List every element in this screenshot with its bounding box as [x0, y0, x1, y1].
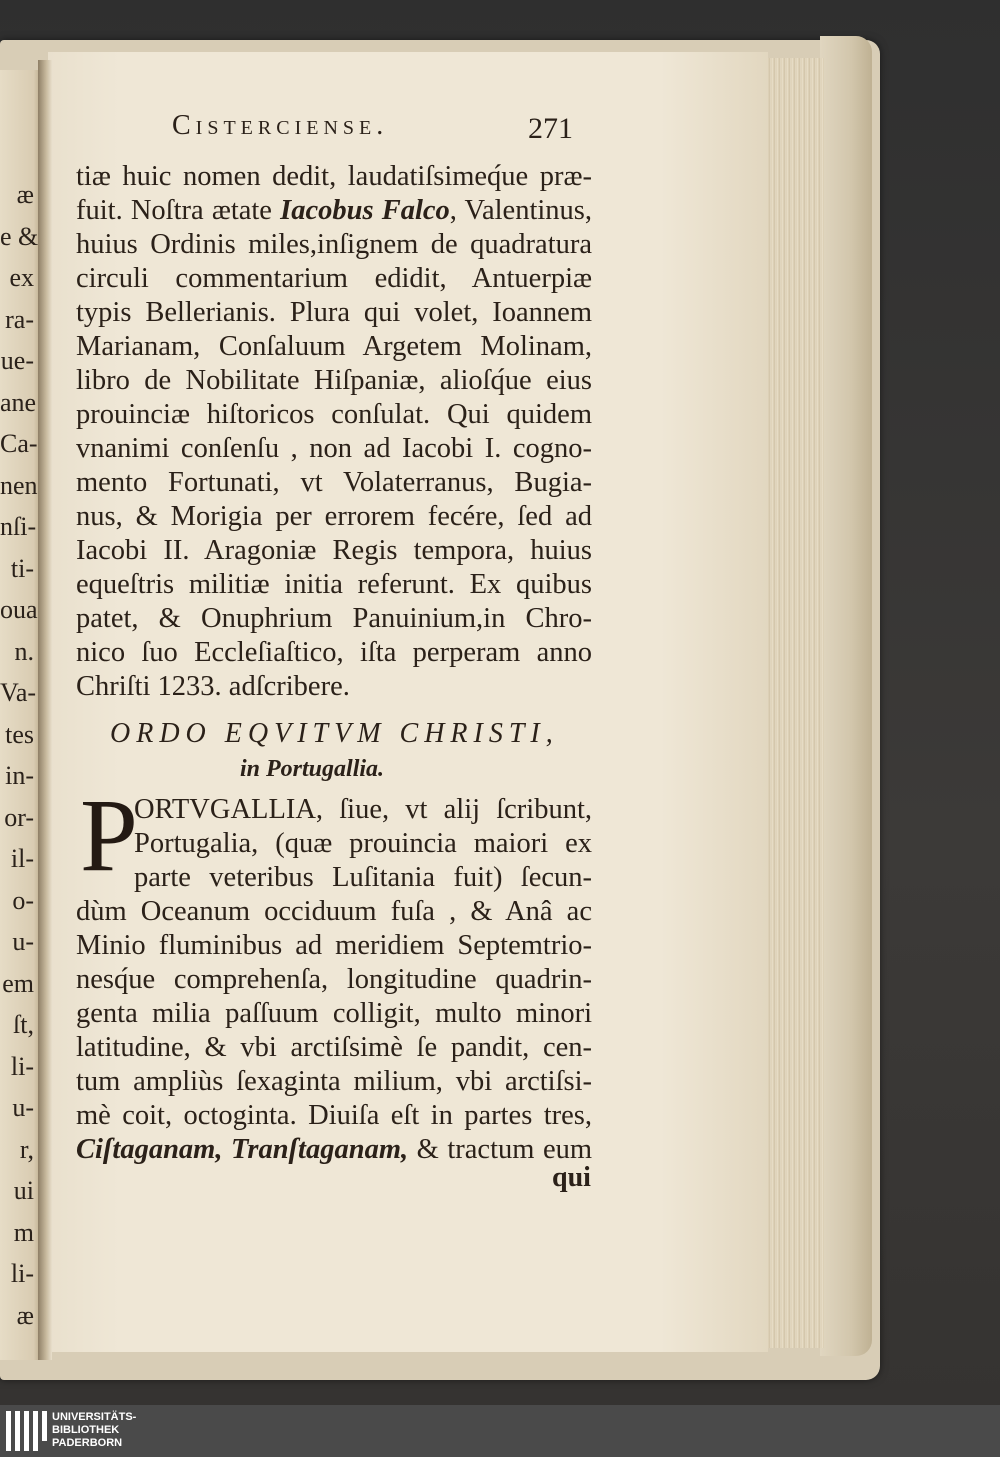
left-page-fragment: nen [0, 470, 38, 500]
library-name [52, 1411, 136, 1450]
text-line: prouinciæ hiſtoricos conſulat. Qui quidem [76, 399, 592, 430]
text-line: Marianam, Conſaluum Argetem Molinam, [76, 331, 592, 362]
left-page-fragment: in- [5, 761, 34, 790]
left-page-fragment: æ [16, 1300, 34, 1330]
text-line: vnanimi conſenſu , non ad Iacobi I. cogno- [76, 433, 592, 464]
section-subheading: in Portugallia. [240, 756, 385, 782]
left-page-fragment: e & [0, 221, 39, 251]
catchword: qui [552, 1162, 591, 1193]
text-line: mento Fortunati, vt Volaterranus, Bugia- [76, 467, 592, 498]
left-page-fragment: il- [10, 844, 34, 873]
cover-edge [820, 36, 872, 1356]
drop-cap: P [80, 778, 138, 893]
text-line: mè coit, octoginta. Diuiſa eſt in partes tres, [76, 1100, 592, 1131]
page-edges [766, 58, 824, 1348]
left-page-fragment: tes [5, 719, 34, 749]
left-page-fragment: li- [10, 1051, 34, 1081]
left-page-fragment: Ca- [0, 429, 38, 458]
text-line: latitudine, & vbi arctiſsimè ſe pandit, cen- [76, 1032, 592, 1063]
text-line: genta milia paſſuum colligit, multo minori [76, 998, 592, 1029]
text-line: Portugalia, (quæ prouincia maiori ex [134, 828, 592, 859]
left-page-fragment: u- [12, 927, 34, 956]
text-line: nesq́ue comprehenſa, longitudine quadrin- [76, 964, 592, 995]
left-page-fragment: oua [0, 595, 38, 624]
text-line: nus, & Morigia per errorem fecére, ſed ad [76, 501, 592, 532]
text-line: tiæ huic nomen dedit, laudatiſsimeq́ue præ- [76, 161, 592, 192]
left-page-fragment: ſt, [13, 1010, 34, 1039]
left-page [0, 70, 42, 1360]
text-line: ORTVGALLIA, ſiue, vt alij ſcribunt, [134, 794, 592, 825]
left-page-fragment: or- [4, 802, 34, 832]
library-name-line2: BIBLIOTHEK [52, 1424, 120, 1436]
left-page-fragment: o- [12, 885, 34, 915]
text-line: Minio fluminibus ad meridiem Septemtrio- [76, 930, 592, 961]
text-line: Iacobi II. Aragoniæ Regis tempora, huius [76, 535, 592, 566]
left-page-fragment: ra- [5, 304, 34, 334]
text-line: equeſtris militiæ initia referunt. Ex quibus [76, 569, 592, 600]
left-page-fragment: ui [13, 1176, 34, 1205]
text-line: nico ſuo Eccleſiaſtico, iſta perperam anno [76, 637, 592, 668]
text-line: tum ampliùs ſexaginta milium, vbi arctiſsi- [76, 1066, 592, 1097]
text-line: fuit. Noſtra ætate Iacobus Falco, Valentinus, [76, 195, 593, 226]
text-line: Chriſti 1233. adſcribere. [76, 671, 350, 702]
text-line: typis Bellerianis. Plura qui volet, Ioannem [76, 297, 592, 328]
library-name-line3: PADERBORN [52, 1437, 123, 1449]
left-page-fragment: Va- [0, 678, 37, 707]
left-page-fragment: r, [19, 1134, 34, 1164]
left-page-fragment: æ [16, 180, 34, 209]
left-page-fragment: ane [0, 387, 37, 417]
text-line: Ciſtaganam, Tranſtaganam, & tractum eum [76, 1134, 593, 1165]
library-footer [0, 1405, 1000, 1457]
left-page-fragment: n. [14, 636, 34, 666]
text-line: huius Ordinis miles,inſignem de quadratura [76, 229, 592, 260]
library-logo-icon [6, 1411, 48, 1451]
left-page-fragment: nſi- [0, 512, 37, 541]
page-number: 271 [528, 112, 573, 145]
book-gutter [38, 60, 52, 1360]
text-line: circuli commentarium edidit, Antuerpiæ [76, 263, 592, 294]
left-page-fragment: li- [10, 1259, 34, 1288]
left-page-fragment: ue- [0, 346, 34, 375]
text-line: patet, & Onuphrium Panuinium,in Chro- [76, 603, 592, 634]
left-page-fragment: m [13, 1217, 34, 1247]
left-page-fragment: ex [9, 263, 34, 292]
italic-name: Iacobus Falco [280, 195, 450, 226]
italic-region-names: Ciſtaganam, Tranſtaganam, [76, 1134, 409, 1165]
running-head: Cistercienſe. [172, 110, 389, 141]
section-heading: ORDO EQVITVM CHRISTI, [110, 718, 559, 749]
left-page-fragment: em [2, 968, 34, 998]
text-line: dùm Oceanum occiduum fuſa , & Anâ ac [76, 896, 592, 927]
text-line: parte veteribus Luſitania fuit) ſecun- [134, 862, 592, 893]
text-line: libro de Nobilitate Hiſpaniæ, alioſq́ue eius [76, 365, 592, 396]
left-page-fragment: u- [12, 1093, 34, 1122]
left-page-fragment: ti- [10, 553, 34, 583]
library-name-line1: UNIVERSITÄTS- [52, 1411, 137, 1423]
